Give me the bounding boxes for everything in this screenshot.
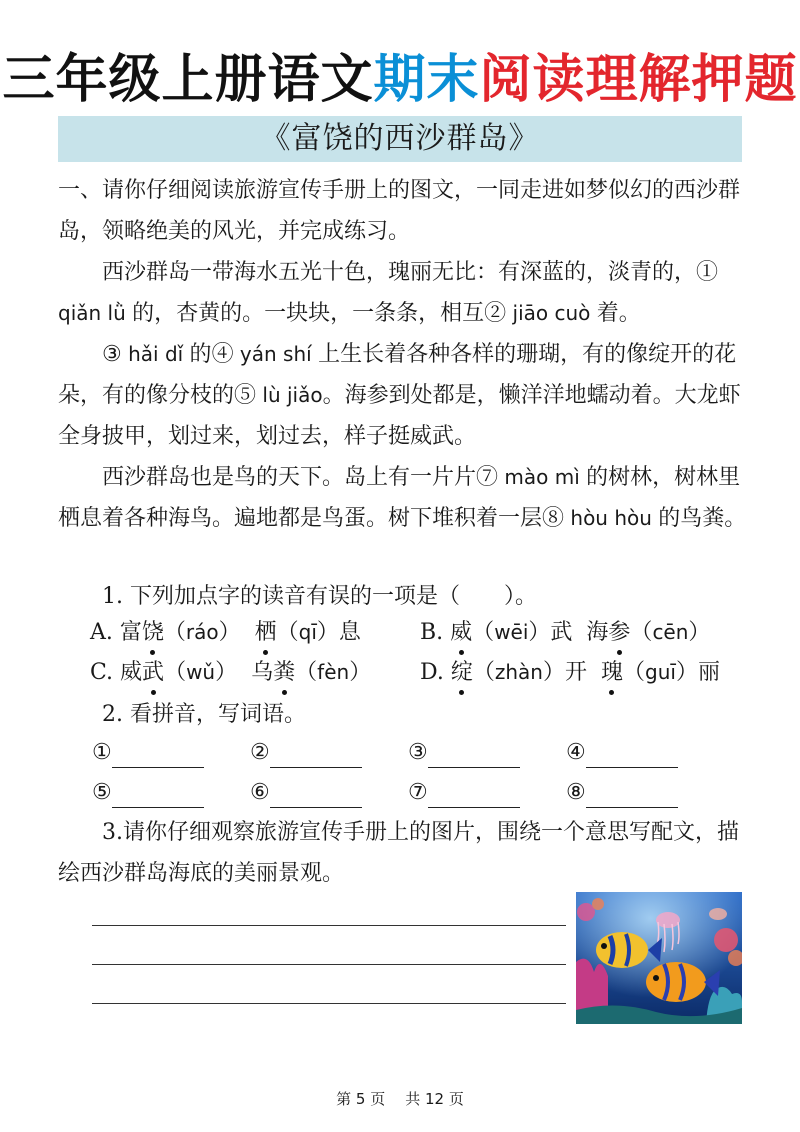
- pinyin-2: jiāo cuò: [506, 301, 597, 325]
- coral-reef-fish-photo: [576, 892, 742, 1024]
- answer-blank-5[interactable]: ⑤: [92, 778, 204, 808]
- pinyin-1: qiǎn lǜ: [58, 301, 133, 325]
- answer-blank-2[interactable]: ②: [250, 738, 362, 768]
- question-1: 1. 下列加点字的读音有误的一项是（ ）。: [102, 584, 537, 609]
- question-3: 3.请你仔细观察旅游宣传手册上的图片，围绕一个意思写配文，描绘西沙群岛海底的美丽景观。: [58, 820, 739, 886]
- title-part-blue: 期末: [373, 50, 480, 110]
- blank-marker-8: ⑧: [542, 506, 565, 531]
- blank-marker-4: ④: [211, 342, 234, 367]
- title-part-black: 三年级上册语文: [2, 50, 374, 110]
- blank-marker-2: ②: [484, 301, 507, 326]
- option-b[interactable]: B. 威（wēi）武 海参（cēn）: [420, 616, 710, 649]
- blank-marker-5: ⑤: [234, 383, 257, 408]
- pinyin-8: hòu hòu: [564, 506, 659, 530]
- pinyin-3: hǎi dǐ: [121, 342, 190, 366]
- passage-paragraph-2: ③ hǎi dǐ 的④ yán shí 上生长着各种各样的珊瑚，有的像绽开的花朵，有的像分枝的⑤ lù jiǎo。海参到处都是，懒洋洋地蠕动着。大龙虾全身披甲，划过来，划过去，样子挺威武。: [58, 342, 741, 449]
- dotted-char: 参: [608, 617, 630, 649]
- answer-blank-3[interactable]: ③: [408, 738, 520, 768]
- dotted-char: 饶: [142, 617, 164, 649]
- blank-marker-1: ①: [696, 260, 719, 285]
- dotted-char: 粪: [273, 657, 295, 689]
- pinyin-7: mào mì: [498, 465, 587, 489]
- page-footer: [0, 1088, 800, 1109]
- page-total: 共 12 页: [405, 1090, 464, 1108]
- dotted-char: 武: [142, 657, 164, 689]
- writing-line[interactable]: [92, 1003, 566, 1004]
- pinyin-5: lù jiǎo: [256, 383, 323, 407]
- page-number: 第 5 页: [336, 1090, 386, 1108]
- option-a[interactable]: A. 富饶（ráo） 栖（qī）息: [90, 616, 361, 649]
- coral-reef-illustration: [576, 892, 742, 1024]
- dotted-char: 栖: [255, 617, 277, 649]
- option-d[interactable]: D. 绽（zhàn）开 瑰（guī）丽: [420, 656, 720, 689]
- pinyin-4: yán shí: [233, 342, 319, 366]
- instruction-text: 一、请你仔细阅读旅游宣传手册上的图文，一同走进如梦似幻的西沙群岛，领略绝美的风光，并完成练习。: [58, 178, 741, 244]
- blank-marker-3: ③: [102, 342, 122, 367]
- answer-blank-7[interactable]: ⑦: [408, 778, 520, 808]
- page-title: [0, 48, 800, 112]
- answer-blank-8[interactable]: ⑧: [566, 778, 678, 808]
- dotted-char: 绽: [451, 657, 473, 689]
- answer-blank-4[interactable]: ④: [566, 738, 678, 768]
- option-c[interactable]: C. 威武（wǔ） 乌粪（fèn）: [90, 656, 371, 689]
- question-2: 2. 看拼音，写词语。: [102, 702, 306, 727]
- title-part-red: 阅读理解押题: [479, 50, 798, 110]
- passage-title: 《富饶的西沙群岛》: [260, 121, 540, 156]
- dotted-char: 威: [450, 617, 472, 649]
- answer-blank-6[interactable]: ⑥: [250, 778, 362, 808]
- dotted-char: 瑰: [601, 657, 623, 689]
- writing-line[interactable]: [92, 964, 566, 965]
- answer-blank-1[interactable]: ①: [92, 738, 204, 768]
- passage-paragraph-3: 西沙群岛也是鸟的天下。岛上有一片片⑦ mào mì 的树林，树林里栖息着各种海鸟。遍地都是鸟蛋。树下堆积着一层⑧ hòu hòu 的鸟粪。: [58, 465, 747, 531]
- writing-line[interactable]: [92, 925, 566, 926]
- passage-paragraph-1: 西沙群岛一带海水五光十色，瑰丽无比：有深蓝的，淡青的，① qiǎn lǜ 的，杏黄的。一块块，一条条，相互② jiāo cuò 着。: [58, 260, 719, 326]
- blank-marker-7: ⑦: [476, 465, 499, 490]
